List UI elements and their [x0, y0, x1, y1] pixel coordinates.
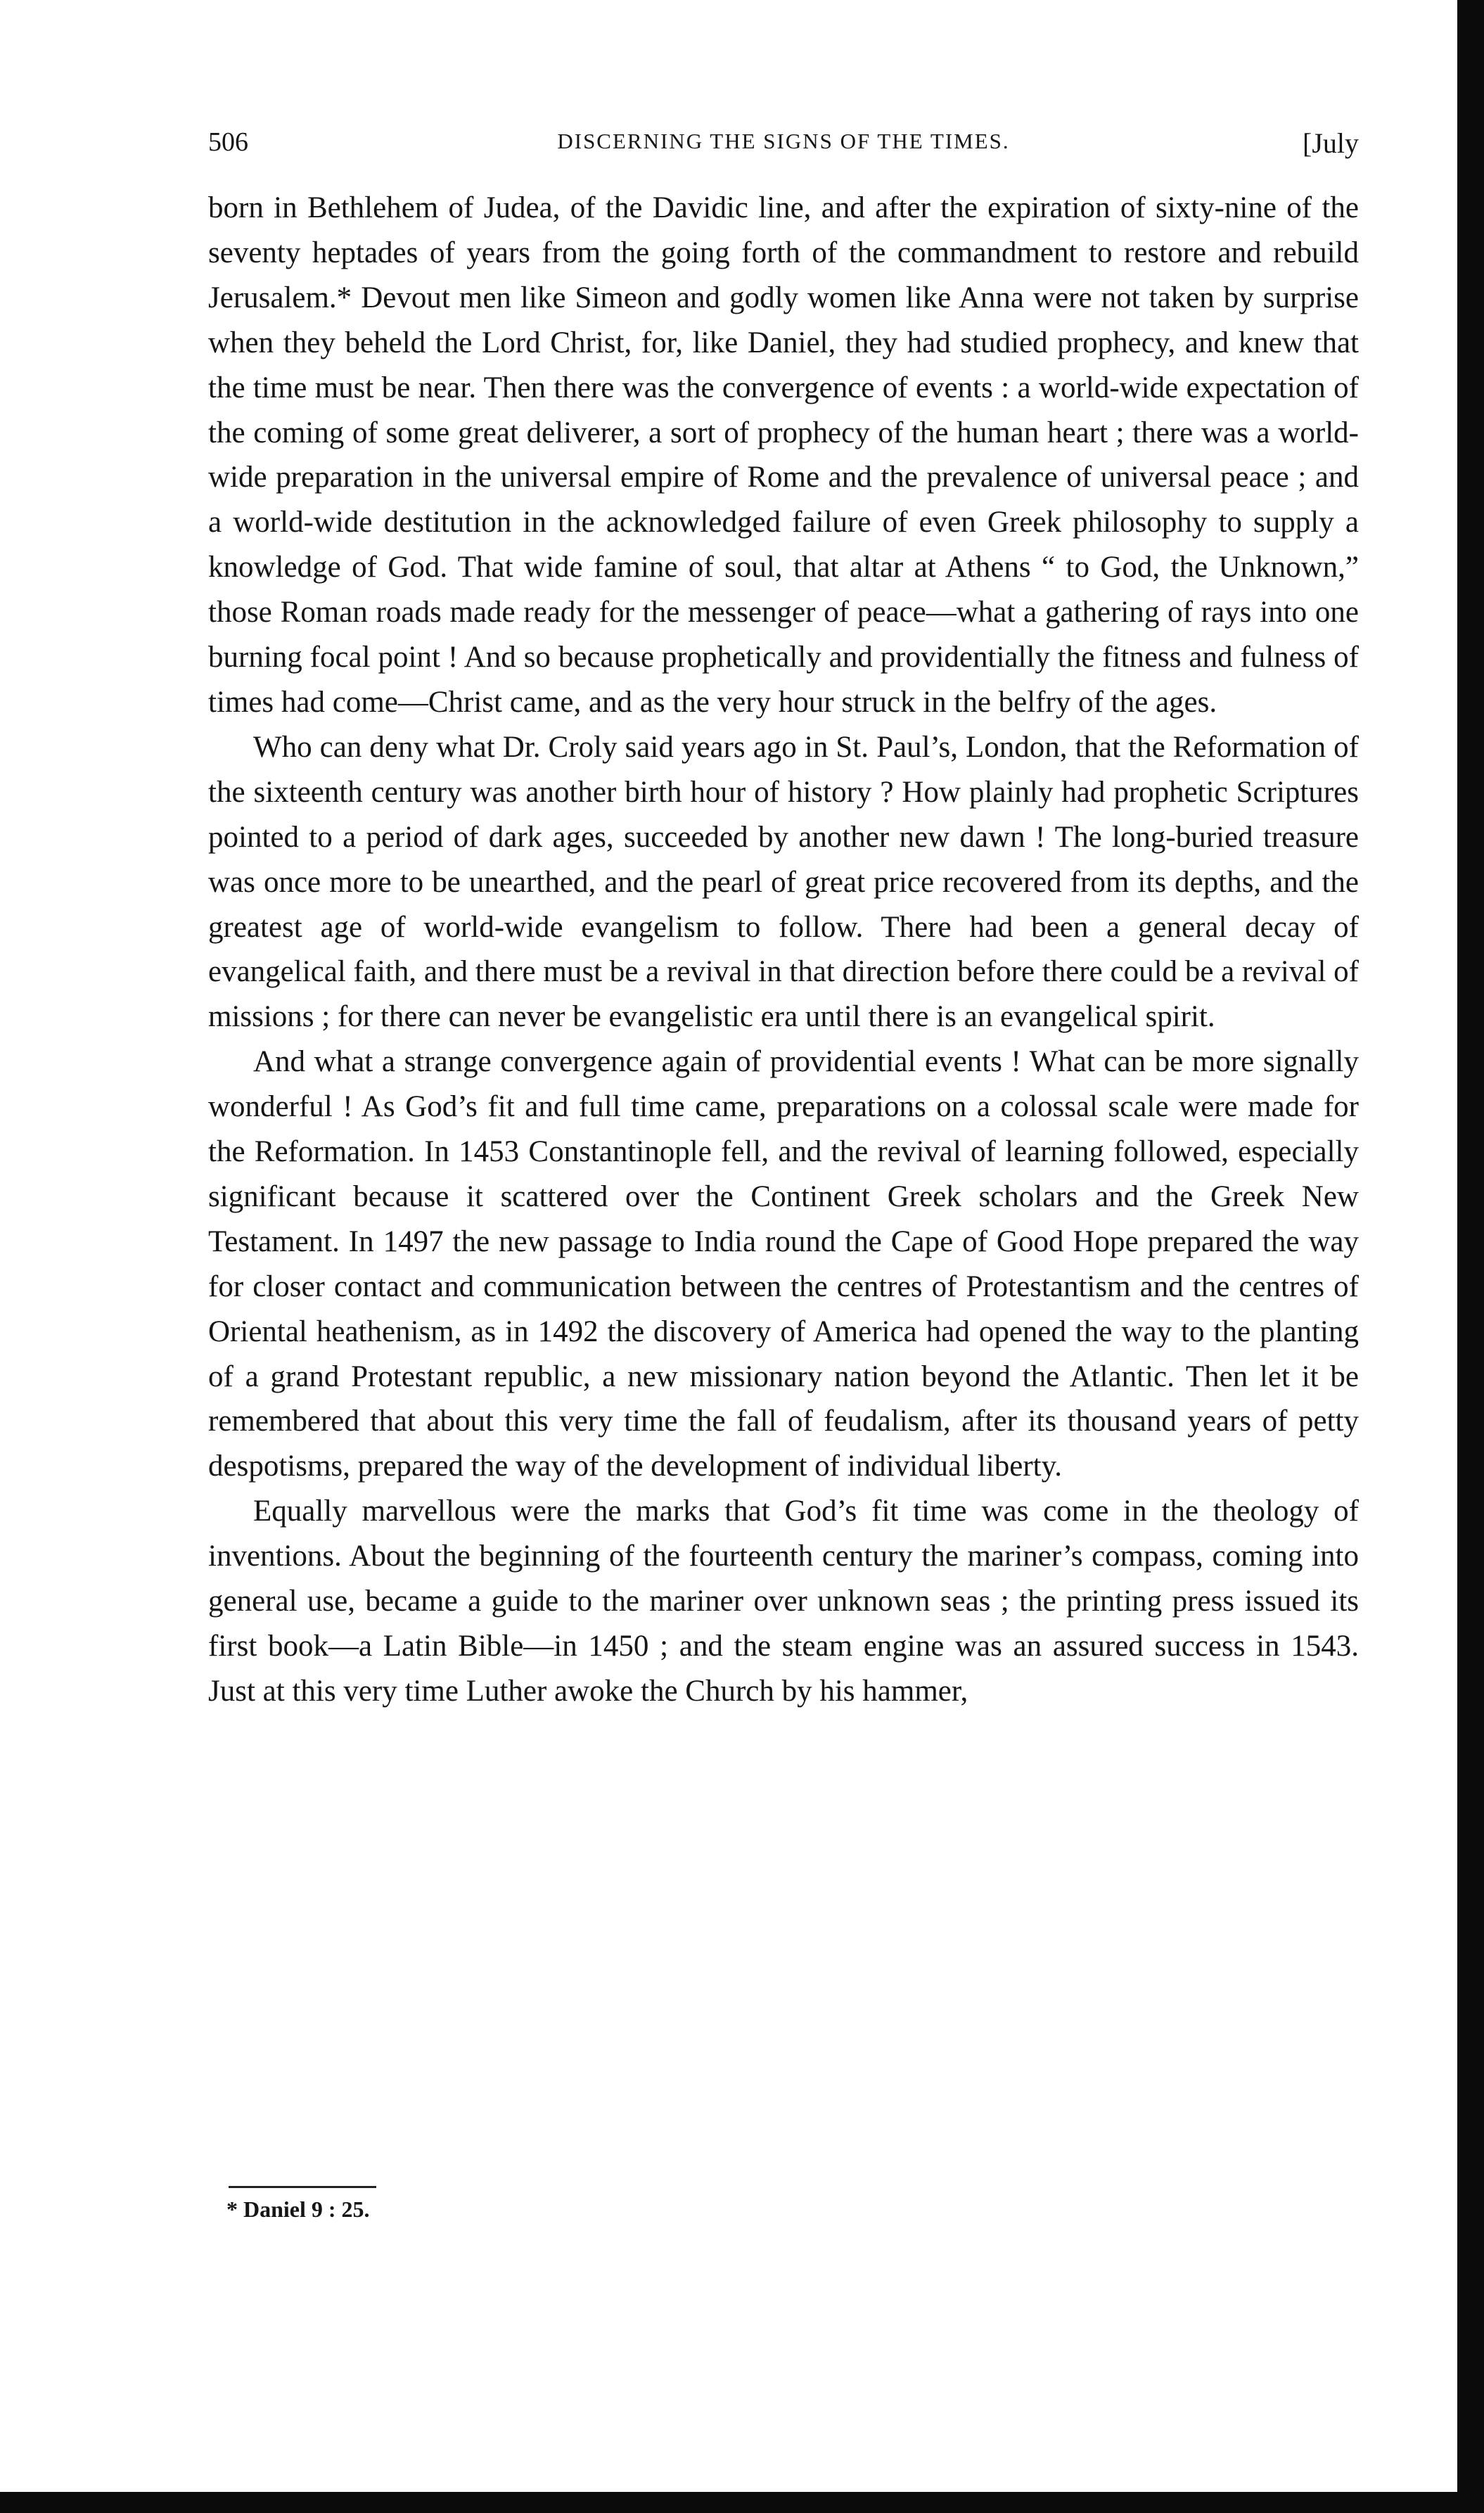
footnote-rule	[229, 2186, 376, 2188]
page-header	[208, 127, 1359, 162]
scan-edge-bottom	[0, 2492, 1484, 2513]
paragraph-4: Equally marvellous were the marks that God’s fit time was come in the theology of inventions. About the beginning of the fourteenth century the mariner’s compass, coming into general use, became a guide to the mariner over unknown seas ; the printing press issued its first book—a Latin Bible—in 1450 ; and the steam engine was an assured success in 1543. Just at this very time Luther awoke the Church by his hammer,	[208, 1495, 1359, 1708]
body-text	[208, 186, 1359, 1714]
footnote: * Daniel 9 : 25.	[226, 2197, 370, 2222]
scan-edge-right	[1457, 0, 1484, 2513]
page-number: 506	[208, 127, 248, 157]
running-title: DISCERNING THE SIGNS OF THE TIMES.	[557, 129, 1010, 153]
header-month: [July	[1303, 127, 1359, 159]
paragraph-2: Who can deny what Dr. Croly said years ago in St. Paul’s, London, that the Reformation of the sixteenth century was another birth hour of history ? How plainly had prophetic Scriptures pointed to a period of dark ages, succeeded by another new dawn ! The long-buried treasure was once more to be unearthed, and the pearl of great price recovered from its depths, and the greatest age of world-wide evangelism to follow. There had been a general decay of evangelical faith, and there must be a revival in that direction before there could be a revival of missions ; for there can never be evangelistic era until there is an evangelical spirit.	[208, 730, 1359, 1034]
paragraph-3: And what a strange convergence again of providential events ! What can be more signally wonderful ! As God’s fit and full time came, preparations on a colossal scale were made for the Reformation. In 1453 Constantinople fell, and the revival of learning followed, especially significant because it scattered over the Continent Greek scholars and the Greek New Testament. In 1497 the new passage to India round the Cape of Good Hope prepared the way for closer contact and communication between the centres of Protestantism and the centres of Oriental heathenism, as in 1492 the discovery of America had opened the way to the planting of a grand Protestant republic, a new missionary nation beyond the Atlantic. Then let it be remembered that about this very time the fall of feudalism, after its thousand years of petty despotisms, prepared the way of the development of individual liberty.	[208, 1045, 1359, 1483]
paragraph-1: born in Bethlehem of Judea, of the Davidic line, and after the expiration of sixty-nine of the seventy heptades of years from the going forth of the commandment to restore and rebuild Jerusalem.* Devout men like Simeon and godly women like Anna were not taken by surprise when they beheld the Lord Christ, for, like Daniel, they had studied prophecy, and knew that the time must be near. Then there was the convergence of events : a world-wide expectation of the coming of some great deliverer, a sort of prophecy of the human heart ; there was a world-wide preparation in the universal empire of Rome and the prevalence of universal peace ; and a world-wide destitution in the acknowledged failure of even Greek philosophy to supply a knowledge of God. That wide famine of soul, that altar at Athens “ to God, the Unknown,” those Roman roads made ready for the messenger of peace—what a gathering of rays into one burning focal point ! And so because prophetically and providentially the fitness and fulness of times had come—Christ came, and as the very hour struck in the belfry of the ages.	[208, 191, 1359, 719]
